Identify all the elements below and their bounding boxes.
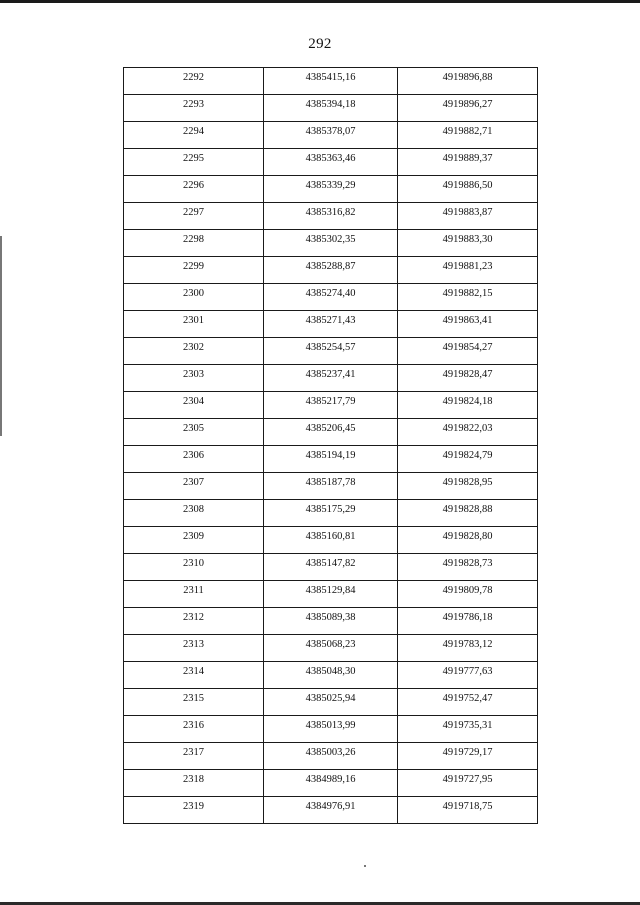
y-coordinate-cell — [398, 446, 538, 473]
point-number-cell — [124, 203, 264, 230]
x-coordinate-value: 4385378,07 — [305, 125, 356, 137]
table-row — [124, 473, 538, 500]
point-number-cell — [124, 581, 264, 608]
point-number-cell — [124, 122, 264, 149]
point-number-value: 2306 — [183, 449, 204, 461]
x-coordinate-cell — [264, 635, 398, 662]
point-number-value: 2302 — [183, 341, 204, 353]
scan-speck — [364, 865, 366, 867]
point-number-cell — [124, 149, 264, 176]
y-coordinate-cell — [398, 797, 538, 824]
table-row — [124, 608, 538, 635]
y-coordinate-value: 4919882,71 — [442, 125, 493, 137]
point-number-cell — [124, 230, 264, 257]
page-number: 292 — [308, 36, 332, 52]
x-coordinate-cell — [264, 689, 398, 716]
coordinates-table — [123, 67, 538, 824]
table-row — [124, 338, 538, 365]
x-coordinate-value: 4385089,38 — [305, 611, 356, 623]
point-number-value: 2292 — [183, 71, 204, 83]
point-number-cell — [124, 419, 264, 446]
point-number-cell — [124, 770, 264, 797]
x-coordinate-cell — [264, 68, 398, 95]
y-coordinate-cell — [398, 635, 538, 662]
x-coordinate-cell — [264, 122, 398, 149]
x-coordinate-value: 4385068,23 — [305, 638, 356, 650]
x-coordinate-value: 4385274,40 — [305, 287, 356, 299]
x-coordinate-value: 4385025,94 — [305, 692, 356, 704]
point-number-value: 2303 — [183, 368, 204, 380]
y-coordinate-value: 4919883,87 — [442, 206, 493, 218]
x-coordinate-value: 4385271,43 — [305, 314, 356, 326]
y-coordinate-value: 4919889,37 — [442, 152, 493, 164]
y-coordinate-cell — [398, 689, 538, 716]
x-coordinate-cell — [264, 473, 398, 500]
x-coordinate-value: 4385254,57 — [305, 341, 356, 353]
x-coordinate-cell — [264, 446, 398, 473]
y-coordinate-cell — [398, 95, 538, 122]
table-row — [124, 770, 538, 797]
table-row — [124, 284, 538, 311]
x-coordinate-value: 4384989,16 — [305, 773, 356, 785]
x-coordinate-cell — [264, 203, 398, 230]
point-number-value: 2309 — [183, 530, 204, 542]
y-coordinate-value: 4919896,27 — [442, 98, 493, 110]
table-row — [124, 176, 538, 203]
x-coordinate-cell — [264, 581, 398, 608]
y-coordinate-cell — [398, 473, 538, 500]
x-coordinate-cell — [264, 500, 398, 527]
point-number-value: 2314 — [183, 665, 204, 677]
table-row — [124, 446, 538, 473]
point-number-cell — [124, 257, 264, 284]
y-coordinate-value: 4919863,41 — [442, 314, 493, 326]
x-coordinate-cell — [264, 770, 398, 797]
y-coordinate-value: 4919828,47 — [442, 368, 493, 380]
y-coordinate-cell — [398, 527, 538, 554]
y-coordinate-value: 4919828,95 — [442, 476, 493, 488]
y-coordinate-value: 4919777,63 — [442, 665, 493, 677]
y-coordinate-cell — [398, 203, 538, 230]
y-coordinate-cell — [398, 311, 538, 338]
x-coordinate-cell — [264, 662, 398, 689]
table-row — [124, 122, 538, 149]
point-number-cell — [124, 338, 264, 365]
point-number-cell — [124, 284, 264, 311]
y-coordinate-value: 4919727,95 — [442, 773, 493, 785]
point-number-value: 2319 — [183, 800, 204, 812]
point-number-cell — [124, 797, 264, 824]
y-coordinate-value: 4919735,31 — [442, 719, 493, 731]
point-number-cell — [124, 500, 264, 527]
y-coordinate-value: 4919886,50 — [442, 179, 493, 191]
y-coordinate-cell — [398, 662, 538, 689]
y-coordinate-value: 4919729,17 — [442, 746, 493, 758]
x-coordinate-cell — [264, 797, 398, 824]
table-row — [124, 662, 538, 689]
table-row — [124, 527, 538, 554]
point-number-value: 2313 — [183, 638, 204, 650]
point-number-value: 2297 — [183, 206, 204, 218]
point-number-value: 2304 — [183, 395, 204, 407]
y-coordinate-value: 4919854,27 — [442, 341, 493, 353]
table-row — [124, 230, 538, 257]
point-number-value: 2317 — [183, 746, 204, 758]
x-coordinate-cell — [264, 284, 398, 311]
table-row — [124, 689, 538, 716]
x-coordinate-value: 4385237,41 — [305, 368, 356, 380]
table-row — [124, 419, 538, 446]
table-row — [124, 95, 538, 122]
x-coordinate-value: 4385363,46 — [305, 152, 356, 164]
x-coordinate-cell — [264, 338, 398, 365]
point-number-cell — [124, 473, 264, 500]
y-coordinate-value: 4919881,23 — [442, 260, 493, 272]
x-coordinate-cell — [264, 608, 398, 635]
point-number-cell — [124, 662, 264, 689]
y-coordinate-cell — [398, 716, 538, 743]
table-row — [124, 257, 538, 284]
y-coordinate-value: 4919752,47 — [442, 692, 493, 704]
x-coordinate-value: 4385129,84 — [305, 584, 356, 596]
y-coordinate-value: 4919809,78 — [442, 584, 493, 596]
x-coordinate-value: 4385048,30 — [305, 665, 356, 677]
x-coordinate-value: 4385288,87 — [305, 260, 356, 272]
y-coordinate-cell — [398, 122, 538, 149]
point-number-cell — [124, 554, 264, 581]
x-coordinate-cell — [264, 743, 398, 770]
y-coordinate-cell — [398, 257, 538, 284]
x-coordinate-value: 4385394,18 — [305, 98, 356, 110]
x-coordinate-value: 4385160,81 — [305, 530, 356, 542]
point-number-value: 2308 — [183, 503, 204, 515]
table-row — [124, 365, 538, 392]
x-coordinate-cell — [264, 95, 398, 122]
y-coordinate-cell — [398, 230, 538, 257]
y-coordinate-cell — [398, 743, 538, 770]
y-coordinate-cell — [398, 392, 538, 419]
y-coordinate-value: 4919824,79 — [442, 449, 493, 461]
x-coordinate-cell — [264, 419, 398, 446]
x-coordinate-cell — [264, 311, 398, 338]
scan-border-left — [0, 236, 2, 436]
y-coordinate-cell — [398, 176, 538, 203]
point-number-cell — [124, 446, 264, 473]
table-row — [124, 797, 538, 824]
coordinates-table-body — [124, 68, 538, 824]
table-row — [124, 311, 538, 338]
y-coordinate-cell — [398, 284, 538, 311]
y-coordinate-cell — [398, 554, 538, 581]
point-number-value: 2311 — [183, 584, 204, 596]
x-coordinate-cell — [264, 176, 398, 203]
point-number-value: 2298 — [183, 233, 204, 245]
point-number-value: 2295 — [183, 152, 204, 164]
table-row — [124, 68, 538, 95]
point-number-value: 2310 — [183, 557, 204, 569]
y-coordinate-cell — [398, 500, 538, 527]
table-row — [124, 500, 538, 527]
point-number-cell — [124, 689, 264, 716]
x-coordinate-cell — [264, 257, 398, 284]
x-coordinate-cell — [264, 365, 398, 392]
point-number-cell — [124, 608, 264, 635]
point-number-cell — [124, 716, 264, 743]
x-coordinate-value: 4385013,99 — [305, 719, 356, 731]
x-coordinate-value: 4385206,45 — [305, 422, 356, 434]
x-coordinate-cell — [264, 230, 398, 257]
y-coordinate-cell — [398, 68, 538, 95]
point-number-cell — [124, 95, 264, 122]
y-coordinate-cell — [398, 608, 538, 635]
table-row — [124, 203, 538, 230]
y-coordinate-value: 4919828,80 — [442, 530, 493, 542]
table-row — [124, 581, 538, 608]
y-coordinate-value: 4919882,15 — [442, 287, 493, 299]
point-number-value: 2305 — [183, 422, 204, 434]
x-coordinate-value: 4385302,35 — [305, 233, 356, 245]
x-coordinate-cell — [264, 716, 398, 743]
x-coordinate-value: 4385194,19 — [305, 449, 356, 461]
point-number-value: 2299 — [183, 260, 204, 272]
point-number-cell — [124, 527, 264, 554]
point-number-value: 2294 — [183, 125, 204, 137]
point-number-cell — [124, 311, 264, 338]
point-number-cell — [124, 392, 264, 419]
x-coordinate-cell — [264, 527, 398, 554]
table-row — [124, 635, 538, 662]
x-coordinate-cell — [264, 554, 398, 581]
y-coordinate-value: 4919828,73 — [442, 557, 493, 569]
point-number-value: 2318 — [183, 773, 204, 785]
point-number-value: 2293 — [183, 98, 204, 110]
x-coordinate-value: 4385316,82 — [305, 206, 356, 218]
y-coordinate-value: 4919824,18 — [442, 395, 493, 407]
table-row — [124, 149, 538, 176]
y-coordinate-cell — [398, 338, 538, 365]
table-row — [124, 554, 538, 581]
x-coordinate-value: 4384976,91 — [305, 800, 356, 812]
point-number-value: 2300 — [183, 287, 204, 299]
y-coordinate-cell — [398, 365, 538, 392]
y-coordinate-cell — [398, 770, 538, 797]
x-coordinate-value: 4385187,78 — [305, 476, 356, 488]
point-number-cell — [124, 635, 264, 662]
y-coordinate-value: 4919786,18 — [442, 611, 493, 623]
point-number-value: 2312 — [183, 611, 204, 623]
point-number-cell — [124, 365, 264, 392]
point-number-value: 2296 — [183, 179, 204, 191]
x-coordinate-value: 4385175,29 — [305, 503, 356, 515]
point-number-cell — [124, 176, 264, 203]
x-coordinate-value: 4385415,16 — [305, 71, 356, 83]
table-row — [124, 392, 538, 419]
point-number-value: 2315 — [183, 692, 204, 704]
y-coordinate-value: 4919822,03 — [442, 422, 493, 434]
point-number-cell — [124, 68, 264, 95]
y-coordinate-cell — [398, 581, 538, 608]
y-coordinate-cell — [398, 419, 538, 446]
y-coordinate-value: 4919783,12 — [442, 638, 493, 650]
y-coordinate-value: 4919883,30 — [442, 233, 493, 245]
point-number-value: 2301 — [183, 314, 204, 326]
point-number-cell — [124, 743, 264, 770]
point-number-value: 2316 — [183, 719, 204, 731]
x-coordinate-value: 4385147,82 — [305, 557, 356, 569]
x-coordinate-value: 4385217,79 — [305, 395, 356, 407]
x-coordinate-value: 4385003,26 — [305, 746, 356, 758]
x-coordinate-cell — [264, 149, 398, 176]
y-coordinate-value: 4919718,75 — [442, 800, 493, 812]
y-coordinate-cell — [398, 149, 538, 176]
y-coordinate-value: 4919828,88 — [442, 503, 493, 515]
x-coordinate-cell — [264, 392, 398, 419]
table-row — [124, 716, 538, 743]
y-coordinate-value: 4919896,88 — [442, 71, 493, 83]
point-number-value: 2307 — [183, 476, 204, 488]
table-row — [124, 743, 538, 770]
scan-border-top — [0, 0, 640, 3]
x-coordinate-value: 4385339,29 — [305, 179, 356, 191]
